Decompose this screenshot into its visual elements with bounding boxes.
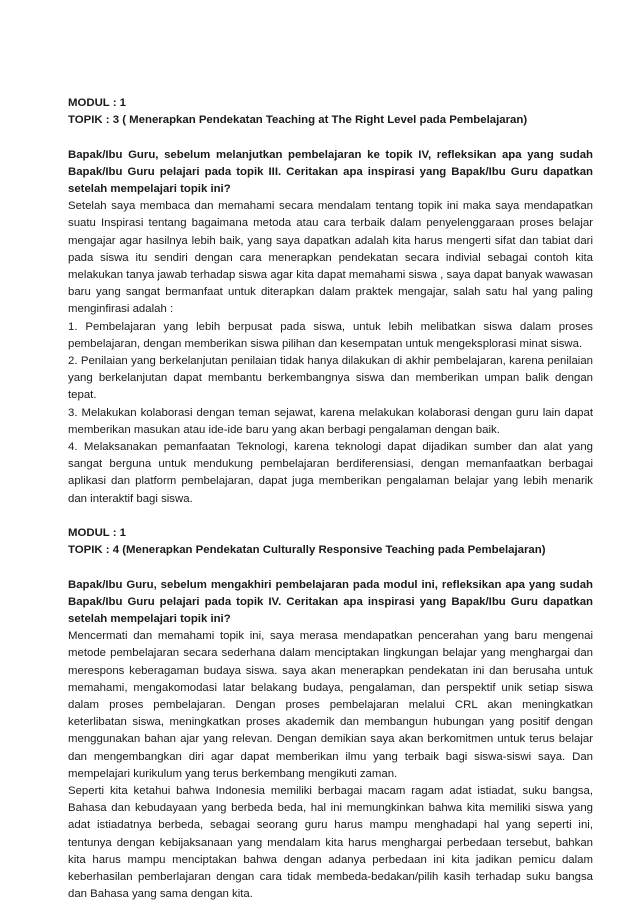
section2-answer-2: Seperti kita ketahui bahwa Indonesia memiliki berbagai macam ragam adat istiadat, suku bangsa, Bahasa dan kebudayaan yang berbeda beda, hal ini memungkinkan bahwa kita memiliki siswa yang adat istiadatnya berbeda, sebagai seorang guru harus mampu menghadapi hal yang seperti ini, tentunya dengan kebijaksanaan yang mendalam kita harus menghargai perbedaan tersebut, bahkan kita harus mampu menciptakan bahwa dengan adanya perbedaan ini kita jadikan pemicu dalam keberhasilan pemberlajaran dengan cara tidak membeda-bedakan/pilih kasih terhadap suku bangsa dan Bahasa yang sama dengan kita. (68, 785, 593, 901)
section1-point-1: 1. Pembelajaran yang lebih berpusat pada siswa, untuk lebih melibatkan siswa dalam proses pembelajaran, dengan memberikan siswa pilihan dan kesempatan untuk mengeksplorasi minat siswa. (68, 320, 593, 350)
spacer (68, 559, 593, 576)
section2-question: Bapak/Ibu Guru, sebelum mengakhiri pembelajaran pada modul ini, refleksikan apa yang sudah Bapak/Ibu Guru pelajari pada topik IV. Ceritakan apa inspirasi yang Bapak/Ibu Guru dapatkan setelah mempelajari topik ini? (68, 578, 593, 626)
section2-answer-1: Mencermati dan memahami topik ini, saya merasa mendapatkan pencerahan yang baru mengenai metode pembelajaran secara sederhana dalam menciptakan lingkungan belajar yang menghargai dan merespons keberagaman budaya siswa. saya akan menerapkan pendekatan ini dan berusaha untuk memahami, mengakomodasi latar belakang budaya, pengalaman, dan perspektif unik setiap siswa dalam proses pembelajaran. Dengan proses pembelajaran melalui CRL akan meningkatkan keterlibatan siswa, meningkatkan proses akademik dan membangun hubungan yang positif dengan menggunakan bahan ajar yang relevan. Dengan demikian saya akan berkomitmen untuk terus belajar dan mengembangkan diri agar dapat memberikan ilmu yang terbaik bagi siswa-siswi saya. Dan mempelajari kurikulum yang terus berkembang mengikuti zaman. (68, 630, 593, 780)
section2-modul: MODUL : 1 (68, 527, 127, 540)
spacer (68, 508, 593, 525)
section1-modul: MODUL : 1 (68, 97, 127, 109)
document-page (68, 95, 593, 904)
section2-topik: TOPIK : 4 (Menerapkan Pendekatan Culturally Responsive Teaching pada Pembelajaran) (68, 544, 546, 557)
section1-point-2: 2. Penilaian yang berkelanjutan penilaian tidak hanya dilakukan di akhir pembelajaran, karena penilaian yang berkelanjutan dapat membantu berkembangnya siswa dan memberikan umpan balik dengan tepat. (68, 355, 593, 402)
section1-answer: Setelah saya membaca dan memahami secara mendalam tentang topik ini maka saya mendapatkan suatu Inspirasi tentang bagaimana metoda atau cara terbaik dalam penyelenggaraan proses belajar mengajar agar hasilnya lebih baik, yang saya dapatkan adalah kita harus mengerti sifat dan tabiat dari pada siswa itu sendiri dengan cara menerapkan pendekatan secara indivial sebagai contoh kita melakukan tanya jawab terhadap siswa agar kita dapat memahami siswa , saya dapat banyak wawasan baru yang sangat bermanfaat untuk diterapkan dalam praktek mengajar, salah satu hal yang paling menginfirasi adalah : (68, 200, 593, 316)
section1-point-3: 3. Melakukan kolaborasi dengan teman sejawat, karena melakukan kolaborasi dengan guru lain dapat memberikan masukan atau ide-ide baru yang akan berbagi pengalaman dengan baik. (68, 406, 593, 436)
section1-topik: TOPIK : 3 ( Menerapkan Pendekatan Teaching at The Right Level pada Pembelajaran) (68, 114, 528, 127)
section1-point-4: 4. Melaksanakan pemanfaatan Teknologi, karena teknologi dapat dijadikan sumber dan alat yang sangat berguna untuk mendukung pembelajaran berdiferensiasi, dengan memanfaatkan berbagai aplikasi dan platform pembelajaran, dapat juga memberikan pengalaman belajar yang lebih menarik dan interaktif bagi siswa. (68, 441, 593, 505)
spacer (68, 129, 593, 146)
section1-question: Bapak/Ibu Guru, sebelum melanjutkan pembelajaran ke topik IV, refleksikan apa yang sudah Bapak/Ibu Guru pelajari pada topik III. Ceritakan apa inspirasi yang Bapak/Ibu Guru dapatkan setelah mempelajari topik ini? (68, 148, 593, 195)
